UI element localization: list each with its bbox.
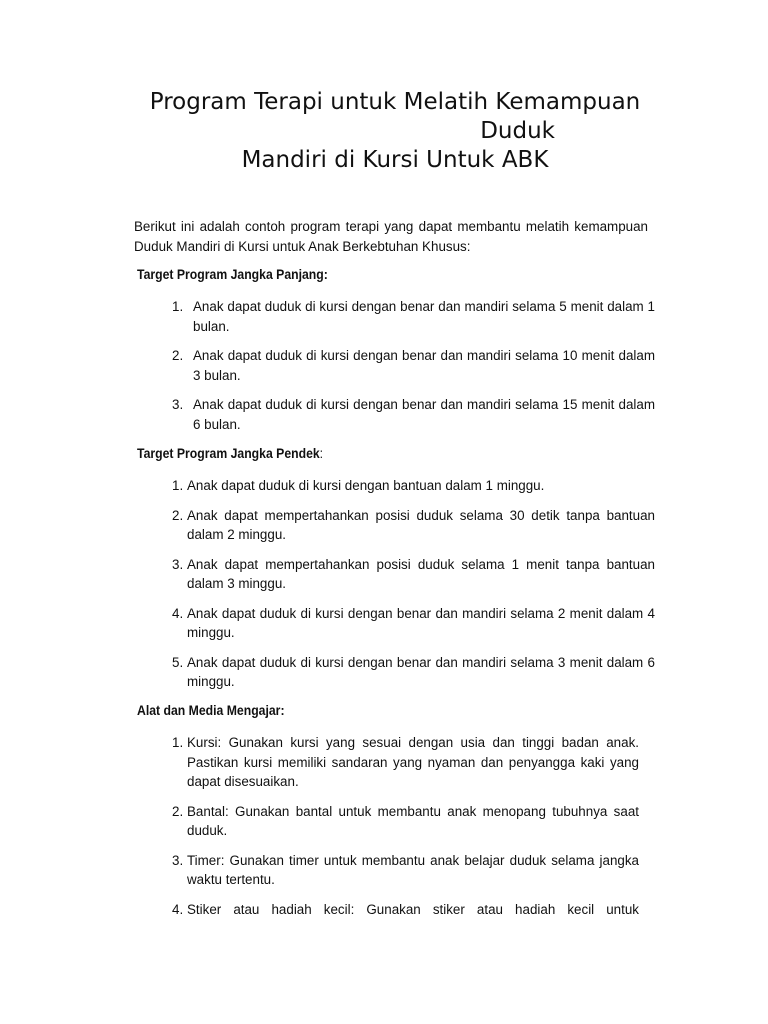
heading-short-term bbox=[137, 446, 323, 461]
title-line-1: Program Terapi untuk Melatih Kemampuan bbox=[149, 89, 641, 115]
title-line-3: Mandiri di Kursi Untuk ABK bbox=[241, 147, 549, 173]
list-item bbox=[172, 733, 639, 792]
list-number: 3. bbox=[172, 397, 184, 412]
media-list bbox=[172, 733, 639, 929]
list-item bbox=[172, 506, 655, 545]
intro-paragraph: Berikut ini adalah contoh program terapi yang dapat membantu melatih kemampuan Duduk Mandiri di Kursi untuk Anak Berkebtuhan Khusus: bbox=[134, 219, 648, 254]
list-item bbox=[172, 604, 655, 643]
heading-media: Alat dan Media Mengajar: bbox=[137, 703, 285, 718]
list-number: 1. bbox=[172, 299, 184, 314]
list-item bbox=[172, 297, 655, 336]
list-number: 3. bbox=[172, 556, 184, 572]
list-item bbox=[172, 476, 655, 496]
list-item bbox=[172, 346, 655, 385]
list-item-text: Timer: Gunakan timer untuk membantu anak belajar duduk selama jangka waktu tertentu. bbox=[187, 852, 639, 887]
list-number: 5. bbox=[172, 654, 184, 670]
list-item-text: Anak dapat duduk di kursi dengan benar dan mandiri selama 10 menit dalam 3 bulan. bbox=[193, 348, 655, 383]
list-item bbox=[172, 555, 655, 594]
list-item-text: Bantal: Gunakan bantal untuk membantu anak menopang tubuhnya saat duduk. bbox=[187, 803, 639, 838]
list-item-text: Anak dapat mempertahankan posisi duduk selama 1 menit tanpa bantuan dalam 3 minggu. bbox=[187, 556, 655, 591]
list-number: 2. bbox=[172, 348, 184, 363]
list-number: 4. bbox=[172, 605, 184, 621]
list-item bbox=[172, 395, 655, 434]
heading-colon: : bbox=[319, 446, 324, 461]
list-item-text: Anak dapat duduk di kursi dengan bantuan dalam 1 minggu. bbox=[187, 478, 545, 493]
list-number: 3. bbox=[172, 852, 184, 868]
list-item-text: Anak dapat duduk di kursi dengan benar dan mandiri selama 2 menit dalam 4 minggu. bbox=[187, 605, 655, 640]
list-number: 4. bbox=[172, 901, 184, 917]
document-title bbox=[130, 88, 660, 175]
heading-long-term: Target Program Jangka Panjang: bbox=[137, 267, 328, 282]
list-item bbox=[172, 851, 639, 890]
list-item bbox=[172, 653, 655, 692]
list-number: 2. bbox=[172, 507, 184, 523]
list-item-text: Anak dapat duduk di kursi dengan benar dan mandiri selama 5 menit dalam 1 bulan. bbox=[193, 299, 655, 334]
list-item-text: Anak dapat duduk di kursi dengan benar dan mandiri selama 3 menit dalam 6 minggu. bbox=[187, 654, 655, 689]
list-item bbox=[172, 900, 639, 920]
list-item-text: Stiker atau hadiah kecil: Gunakan stiker atau hadiah kecil untuk bbox=[187, 901, 639, 917]
short-term-list bbox=[172, 476, 655, 702]
title-line-2: Duduk bbox=[480, 118, 555, 144]
list-number: 1. bbox=[172, 478, 184, 493]
list-item bbox=[172, 802, 639, 841]
heading-short-term-text: Target Program Jangka Pendek bbox=[137, 446, 320, 461]
list-number: 1. bbox=[172, 735, 184, 750]
list-item-text: Anak dapat mempertahankan posisi duduk selama 30 detik tanpa bantuan dalam 2 minggu. bbox=[187, 507, 655, 542]
list-item-text: Kursi: Gunakan kursi yang sesuai dengan usia dan tinggi badan anak. Pastikan kursi memiliki sandaran yang nyaman dan penyangga kaki yang dapat disesuaikan. bbox=[187, 735, 639, 789]
list-number: 2. bbox=[172, 803, 184, 819]
long-term-list bbox=[172, 297, 655, 444]
list-item-text: Anak dapat duduk di kursi dengan benar dan mandiri selama 15 menit dalam 6 bulan. bbox=[193, 397, 655, 432]
